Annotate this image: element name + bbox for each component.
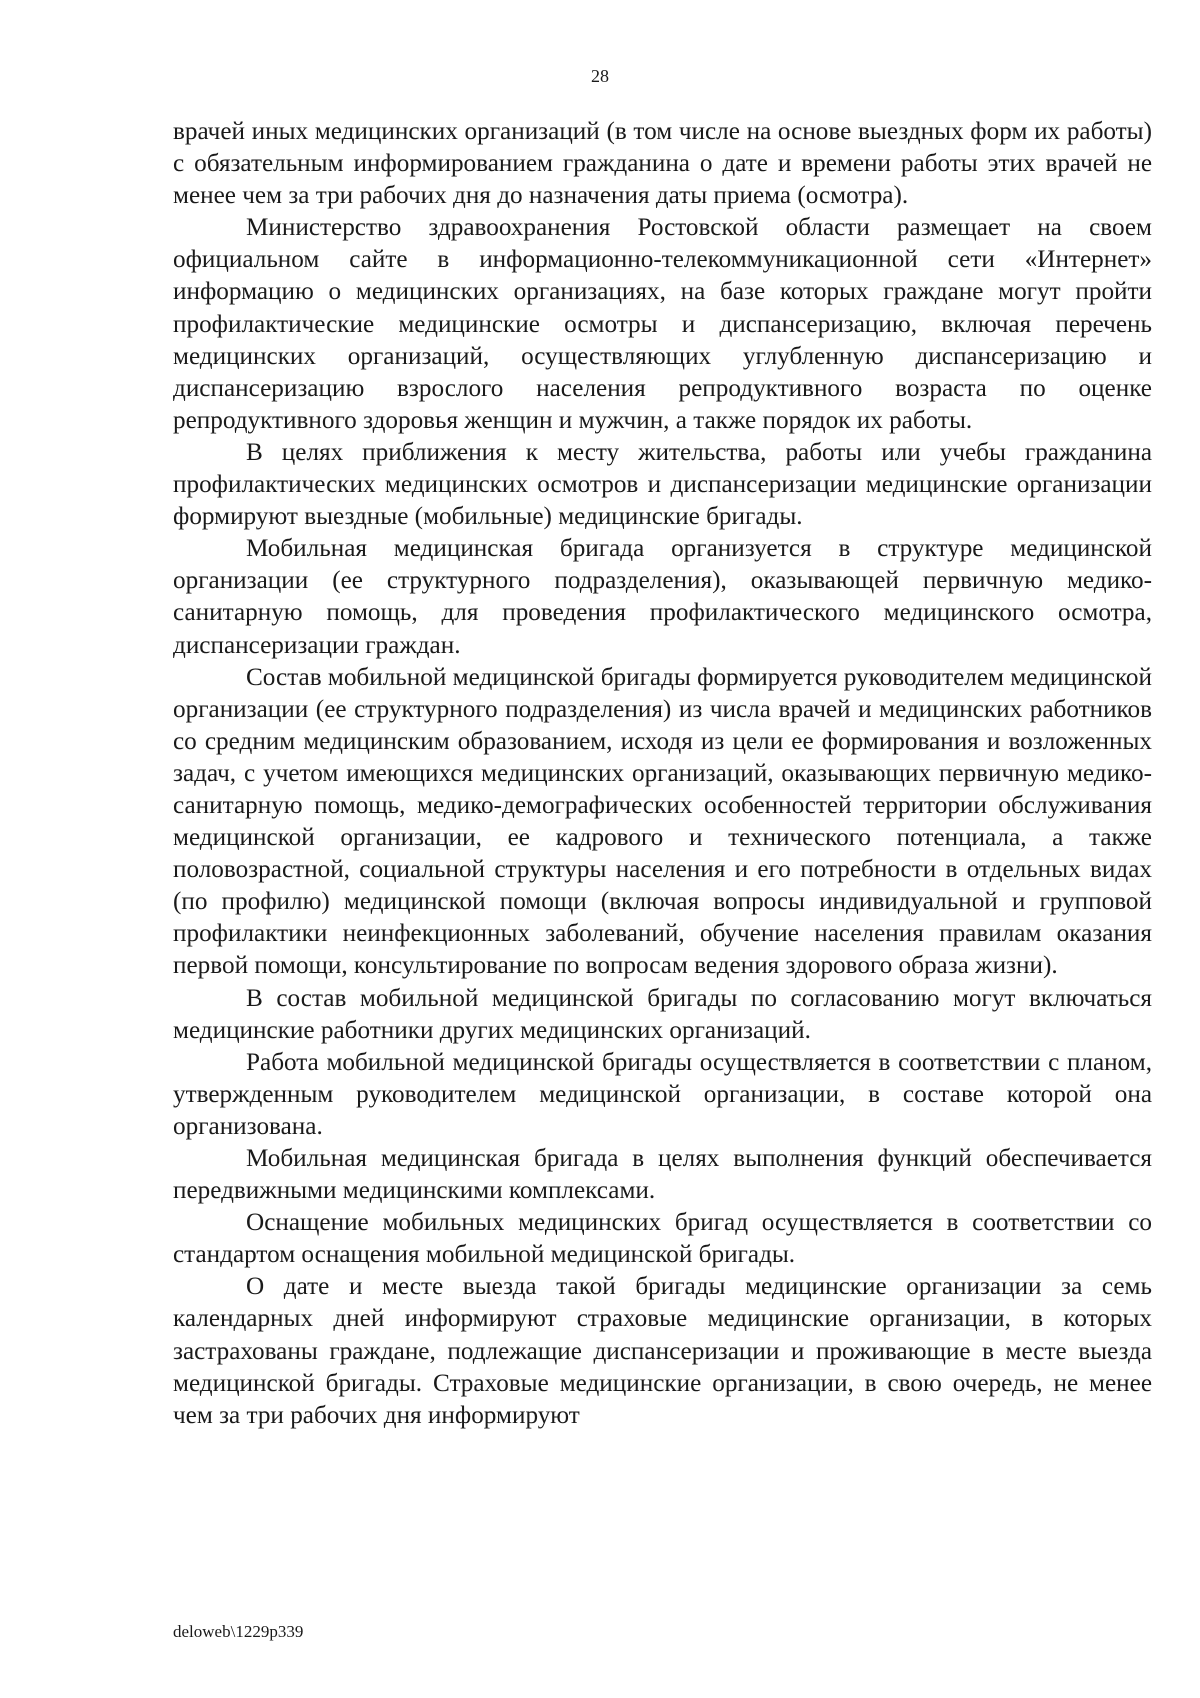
paragraph: Министерство здравоохранения Ростовской области размещает на своем официальном сайте в информационно-телекоммуникационной сети «Интернет» информацию о медицинских организациях, на базе которых граждане могут пройти профилактические медицинские осмотры и диспансеризацию, включая перечень медицинских организаций, осуществляющих углубленную диспансеризацию и диспансеризацию взрослого населения репродуктивного возраста по оценке репродуктивного здоровья женщин и мужчин, а также порядок их работы. <box>173 214 1152 434</box>
page-number: 28 <box>591 66 609 86</box>
paragraph: врачей иных медицинских организаций (в том числе на основе выездных форм их работы) с обязательным информированием гражданина о дате и времени работы этих врачей не менее чем за три рабочих дня до назначения даты приема (осмотра). <box>173 118 1152 210</box>
paragraph: Мобильная медицинская бригада в целях выполнения функций обеспечивается передвижными медицинскими комплексами. <box>173 1145 1152 1205</box>
paragraph: В состав мобильной медицинской бригады по согласованию могут включаться медицинские работники других медицинских организаций. <box>173 984 1152 1044</box>
paragraph: Оснащение мобильных медицинских бригад осуществляется в соответствии со стандартом оснащения мобильной медицинской бригады. <box>173 1209 1152 1269</box>
document-body <box>173 116 1152 1432</box>
paragraph: В целях приближения к месту жительства, работы или учебы гражданина профилактических медицинских осмотров и диспансеризации медицинские организации формируют выездные (мобильные) медицинские бригады. <box>173 438 1152 531</box>
paragraph: Мобильная медицинская бригада организуется в структуре медицинской организации (ее структурного подразделения), оказывающей первичную медико-санитарную помощь, для проведения профилактического медицинского осмотра, диспансеризации граждан. <box>173 535 1152 659</box>
paragraph: Работа мобильной медицинской бригады осуществляется в соответствии с планом, утвержденным руководителем медицинской организации, в составе которой она организована. <box>173 1048 1152 1140</box>
footer-document-code: deloweb\1229p339 <box>173 1622 304 1641</box>
paragraph: О дате и месте выезда такой бригады медицинские организации за семь календарных дней информируют страховые медицинские организации, в которых застрахованы граждане, подлежащие диспансеризации и проживающие в месте выезда медицинской бригады. Страховые медицинские организации, в свою очередь, не менее чем за три рабочих дня информируют <box>173 1273 1152 1429</box>
paragraph: Состав мобильной медицинской бригады формируется руководителем медицинской организации (ее структурного подразделения) из числа врачей и медицинских работников со средним медицинским образованием, исходя из цели ее формирования и возложенных задач, с учетом имеющихся медицинских организаций, оказывающих первичную медико-санитарную помощь, медико-демографических особенностей территории обслуживания медицинской организации, ее кадрового и технического потенциала, а также половозрастной, социальной структуры населения и его потребности в отдельных видах (по профилю) медицинской помощи (включая вопросы индивидуальной и групповой профилактики неинфекционных заболеваний, обучение населения правилам оказания первой помощи, консультирование по вопросам ведения здорового образа жизни). <box>173 663 1152 980</box>
